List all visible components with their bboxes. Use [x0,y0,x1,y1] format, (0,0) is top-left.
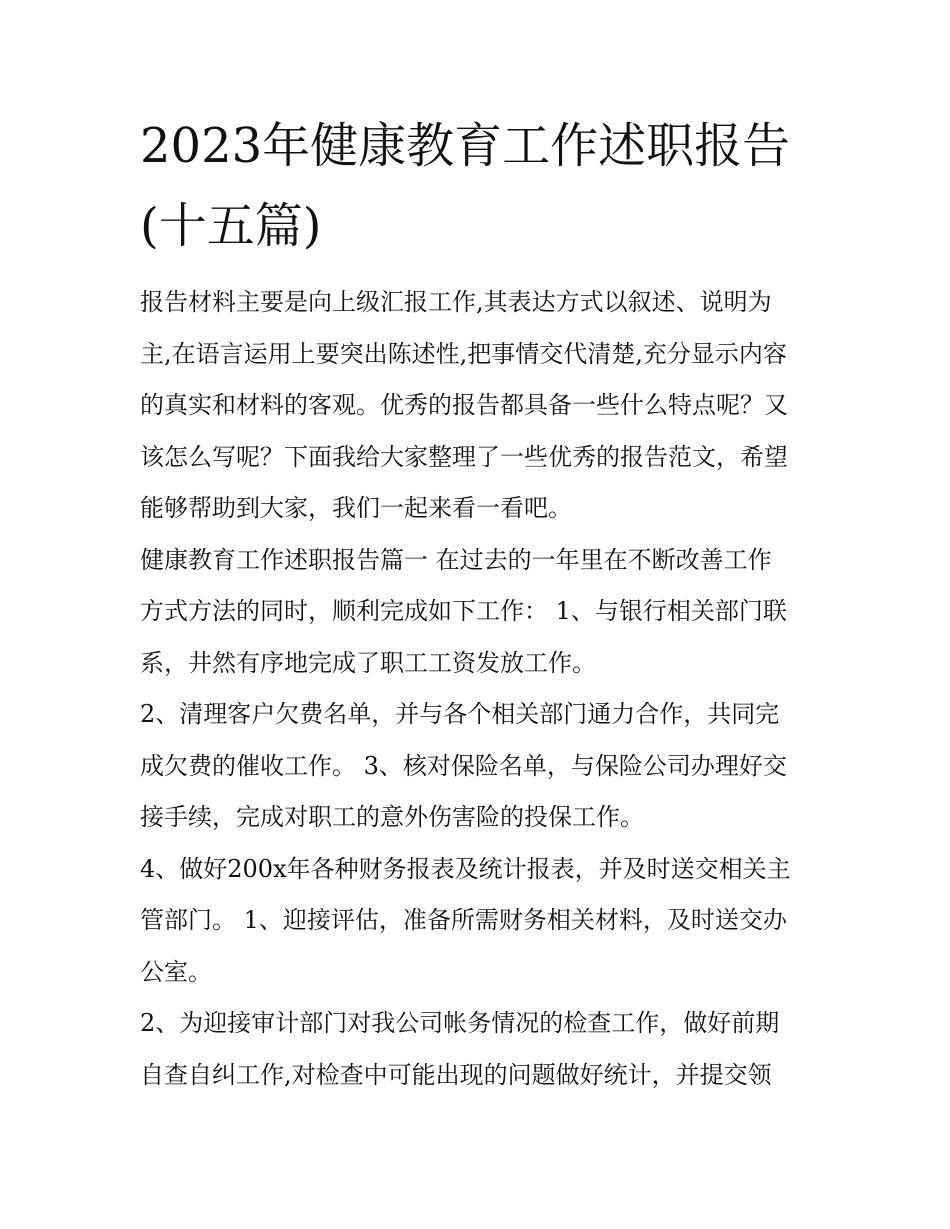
document-title [140,106,820,266]
paragraph [140,277,820,535]
text-line: 2、为迎接审计部门对我公司帐务情况的检查工作，做好前期 [140,1009,780,1037]
text-line: 自查自纠工作,对检查中可能出现的问题做好统计，并提交领 [140,1060,772,1089]
text-line: 的真实和材料的客观。优秀的报告都具备一些什么特点呢？又 [140,391,788,419]
document-body [140,277,820,1101]
text-line: 接手续，完成对职工的意外伤害险的投保工作。 [140,803,644,831]
paragraph [140,844,820,999]
text-line: 报告材料主要是向上级汇报工作,其表达方式以叙述、说明为 [140,288,772,316]
text-line: 管部门。 1、迎接评估，准备所需财务相关材料，及时送交办 [140,906,787,934]
title-line-1: 2023年健康教育工作述职报告 [140,118,791,174]
text-line: 主,在语言运用上要突出陈述性,把事情交代清楚,充分显示内容 [140,339,787,368]
text-line: 该怎么写呢？下面我给大家整理了一些优秀的报告范文，希望 [140,442,788,471]
text-line: 能够帮助到大家，我们一起来看一看吧。 [140,494,572,522]
text-line: 系，井然有序地完成了职工工资发放工作。 [140,648,596,677]
text-line: 健康教育工作述职报告篇一 在过去的一年里在不断改善工作 [140,545,772,574]
title-line-2: (十五篇) [140,198,322,254]
paragraph [140,689,820,844]
text-line: 4、做好200x年各种财务报表及统计报表，并及时送交相关主 [140,854,791,883]
text-line: 方式方法的同时，顺利完成如下工作： 1、与银行相关部门联 [140,597,787,625]
paragraph [140,998,820,1101]
paragraph [140,535,820,690]
text-line: 2、清理客户欠费名单，并与各个相关部门通力合作，共同完 [140,700,780,728]
text-line: 公室。 [140,957,212,986]
text-line: 成欠费的催收工作。 3、核对保险名单，与保险公司办理好交 [140,751,787,780]
